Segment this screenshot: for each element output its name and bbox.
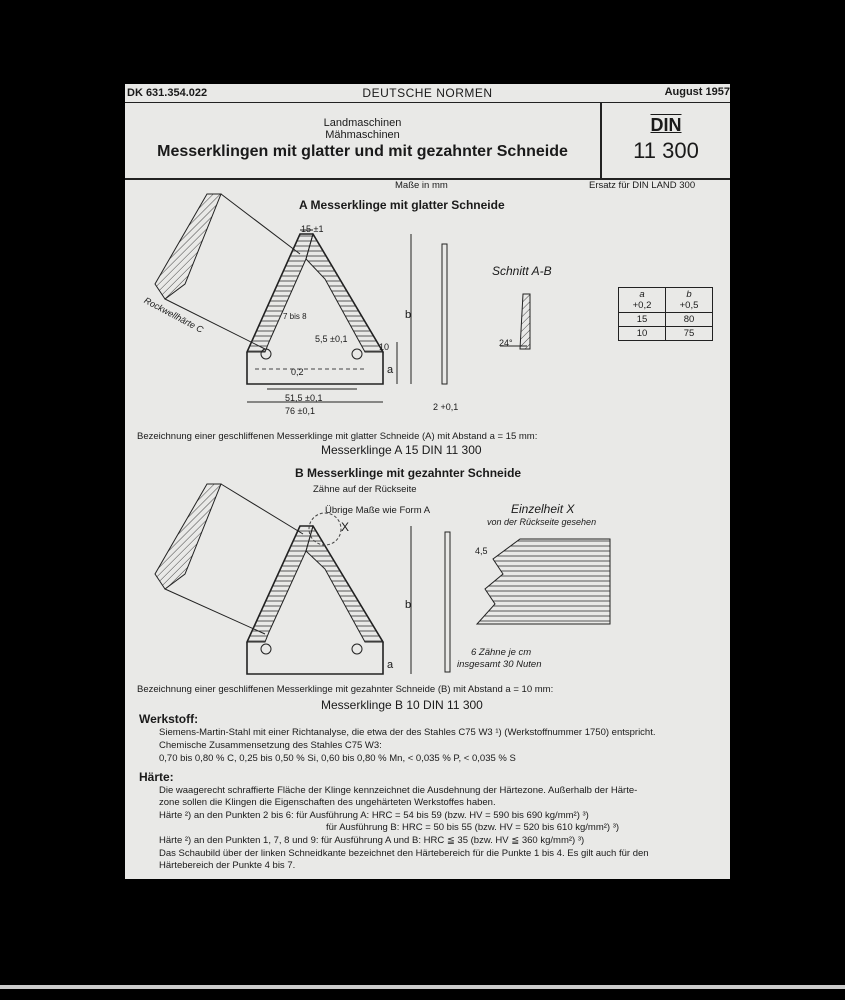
section-a-title: A Messerklinge mit glatter Schneide bbox=[299, 198, 505, 212]
dim-a: a bbox=[387, 364, 394, 376]
cell: 15 bbox=[619, 313, 666, 327]
werkstoff-l3: 0,70 bis 0,80 % C, 0,25 bis 0,50 % Si, 0,60 bis 0,80 % Mn, < 0,035 % P, < 0,035 % S bbox=[159, 753, 516, 764]
einzelheit-title: Einzelheit X bbox=[511, 502, 575, 516]
slide-bottom-edge bbox=[0, 985, 845, 989]
bez-a-label: Bezeichnung einer geschliffenen Messerklinge mit glatter Schneide (A) mit Abstand a = 15 mm: bbox=[137, 431, 538, 442]
din-number: 11 300 bbox=[633, 138, 699, 163]
date: August 1957 bbox=[664, 86, 730, 98]
haerte-l3: Härte ²) an den Punkten 2 bis 6: für Ausführung A: HRC = 54 bis 59 (bzw. HV = 590 bis 690 kg/mm²) ³) bbox=[159, 810, 589, 821]
section-b-sub: Zähne auf der Rückseite bbox=[313, 484, 417, 495]
bez-a: Messerklinge A 15 DIN 11 300 bbox=[321, 443, 482, 457]
dim-offset: 5,5 ±0,1 bbox=[315, 334, 348, 344]
x-marker: X bbox=[341, 520, 350, 534]
dim-45: 4,5 bbox=[475, 546, 488, 556]
norm-title: DEUTSCHE NORMEN bbox=[362, 86, 493, 100]
schnitt-label: Schnitt A-B bbox=[492, 264, 552, 278]
bez-b: Messerklinge B 10 DIN 11 300 bbox=[321, 698, 483, 712]
document-title: Messerklingen mit glatter und mit gezahnter Schneide bbox=[157, 143, 568, 160]
dim-w1: 51,5 ±0,1 bbox=[285, 393, 323, 403]
tolerance-table bbox=[618, 287, 713, 341]
dim-angle: 24° bbox=[499, 338, 513, 348]
dim-top: 15 ±1 bbox=[301, 224, 324, 234]
dim-seven: 7 bis 8 bbox=[283, 312, 307, 321]
cell: 80 bbox=[666, 313, 713, 327]
uebrige-note: Übrige Maße wie Form A bbox=[325, 505, 431, 516]
haerte-l7: Härtebereich der Punkte 4 bis 7. bbox=[159, 860, 296, 871]
subtitle-2: Mähmaschinen bbox=[325, 129, 400, 141]
cell: 75 bbox=[666, 327, 713, 341]
cell: 10 bbox=[619, 327, 666, 341]
section-b-title: B Messerklinge mit gezahnter Schneide bbox=[295, 466, 522, 480]
dim-b: b bbox=[405, 309, 412, 321]
dim-b-b: b bbox=[405, 599, 412, 611]
dim-r: 0,2 bbox=[291, 367, 304, 377]
haerte-l1: Die waagerecht schraffierte Fläche der Klinge kennzeichnet die Ausdehnung der Härtezone. Außerhalb der Härte- bbox=[159, 785, 638, 796]
bez-b-label: Bezeichnung einer geschliffenen Messerklinge mit gezahnter Schneide (B) mit Abstand a = 10 mm: bbox=[137, 684, 554, 695]
masse-note: Maße in mm bbox=[395, 180, 448, 191]
nuten-note: insgesamt 30 Nuten bbox=[457, 659, 542, 670]
ersatz-note: Ersatz für DIN LAND 300 bbox=[589, 180, 696, 191]
drawing-a bbox=[125, 84, 730, 424]
haerte-l4: für Ausführung B: HRC = 50 bis 55 (bzw. HV = 520 bis 610 kg/mm²) ³) bbox=[326, 822, 620, 833]
einzelheit-sub: von der Rückseite gesehen bbox=[487, 517, 597, 527]
dim-10: 10 bbox=[379, 342, 390, 352]
din-label: DIN bbox=[650, 115, 682, 135]
zaehne-note: 6 Zähne je cm bbox=[471, 647, 532, 658]
werkstoff-l1: Siemens-Martin-Stahl mit einer Richtanalyse, die etwa der des Stahles C75 W3 ¹) (Werkstoffnummer 1750) entspricht. bbox=[159, 727, 656, 738]
werkstoff-l2: Chemische Zusammensetzung des Stahles C75 W3: bbox=[159, 740, 382, 751]
th-b: b +0,5 bbox=[666, 288, 713, 313]
haerte-l2: zone sollen die Klingen die Eigenschaften des ungehärteten Werkstoffes haben. bbox=[159, 797, 496, 808]
dim-w2: 76 ±0,1 bbox=[285, 406, 315, 416]
scale-label: Rockwellhärte C bbox=[142, 295, 206, 335]
din-sheet bbox=[125, 84, 730, 879]
haerte-l5: Härte ²) an den Punkten 1, 7, 8 und 9: für Ausführung A und B: HRC ≦ 35 (bzw. HV ≦ 360 kg/mm²) ³) bbox=[159, 835, 585, 846]
subtitle-1: Landmaschinen bbox=[323, 117, 402, 129]
werkstoff-title: Werkstoff: bbox=[139, 712, 199, 726]
drawing-b bbox=[125, 474, 730, 704]
dim-a-b: a bbox=[387, 659, 394, 671]
dk-number: DK 631.354.022 bbox=[127, 87, 208, 99]
haerte-l6: Das Schaubild über der linken Schneidkante bezeichnet den Härtebereich für die Punkte 1 bis 4. Es gilt auch für den bbox=[159, 848, 649, 859]
th-a: a +0,2 bbox=[619, 288, 666, 313]
haerte-title: Härte: bbox=[139, 770, 174, 784]
dim-thick: 2 +0,1 bbox=[433, 402, 459, 412]
